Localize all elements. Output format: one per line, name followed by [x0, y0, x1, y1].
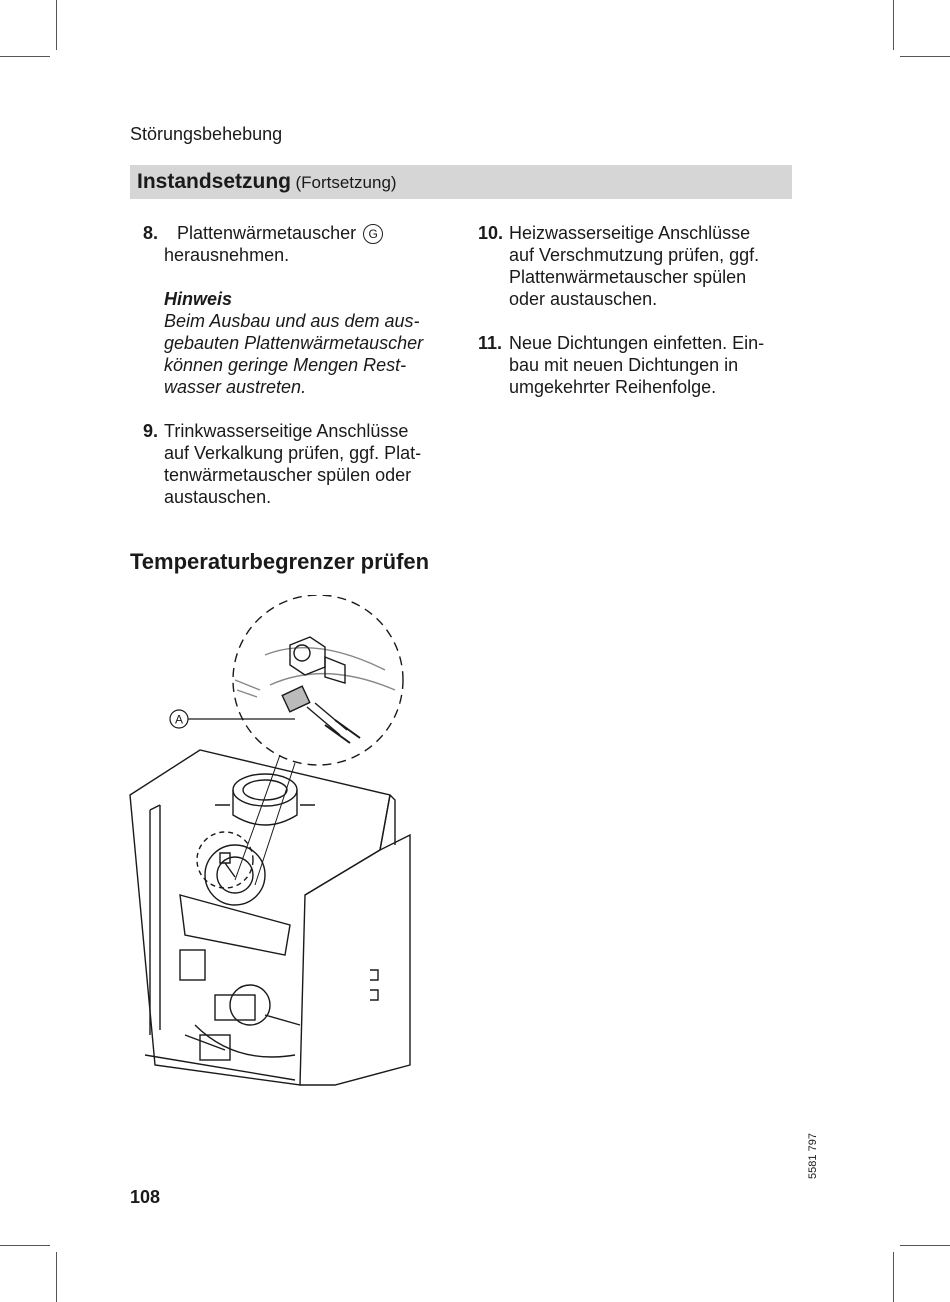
step-number: 9.	[143, 421, 159, 441]
header-subtitle: (Fortsetzung)	[295, 173, 397, 192]
crop-mark	[56, 1252, 57, 1302]
page-number: 108	[130, 1187, 161, 1207]
left-column	[143, 222, 463, 530]
callout-a-label: A	[174, 712, 184, 727]
step-number: 8.	[143, 223, 159, 243]
step-text: Neue Dichtungen einfetten. Ein- bau mit neuen Dichtungen in umgekehrter Reihenfolge.	[509, 333, 765, 397]
section-label: Störungsbehebung	[130, 124, 283, 144]
crop-mark	[56, 0, 57, 50]
step-10	[478, 222, 798, 310]
boiler-illustration	[125, 595, 425, 1095]
note	[164, 288, 463, 398]
component-g-marker: G	[363, 224, 383, 244]
document-number: 5581 797	[806, 1133, 819, 1179]
step-text: Trinkwasserseitige Anschlüsse auf Verkalkung prüfen, ggf. Plat- tenwärmetauscher spülen oder austauschen.	[164, 421, 422, 507]
crop-mark	[0, 56, 50, 57]
step-8	[143, 222, 463, 266]
step-text: Plattenwärmetauscher	[177, 223, 357, 243]
step-11	[478, 332, 798, 398]
crop-mark	[900, 1245, 950, 1246]
right-column	[478, 222, 798, 420]
step-text: Heizwasserseitige Anschlüsse auf Verschmutzung prüfen, ggf. Plattenwärmetauscher spülen oder austauschen.	[509, 223, 760, 309]
step-number: 10.	[478, 223, 504, 243]
section-title: Temperaturbegrenzer prüfen	[130, 549, 430, 574]
crop-mark	[900, 56, 950, 57]
step-9	[143, 420, 463, 508]
note-body: Beim Ausbau und aus dem aus- gebauten Plattenwärmetauscher können geringe Mengen Rest- wasser austreten.	[164, 311, 424, 397]
header-bar	[130, 165, 792, 199]
step-text-cont: herausnehmen.	[164, 245, 290, 265]
crop-mark	[893, 1252, 894, 1302]
crop-mark	[893, 0, 894, 50]
crop-mark	[0, 1245, 50, 1246]
header-title: Instandsetzung	[137, 170, 292, 193]
note-title: Hinweis	[164, 289, 233, 309]
step-number: 11.	[478, 333, 503, 353]
